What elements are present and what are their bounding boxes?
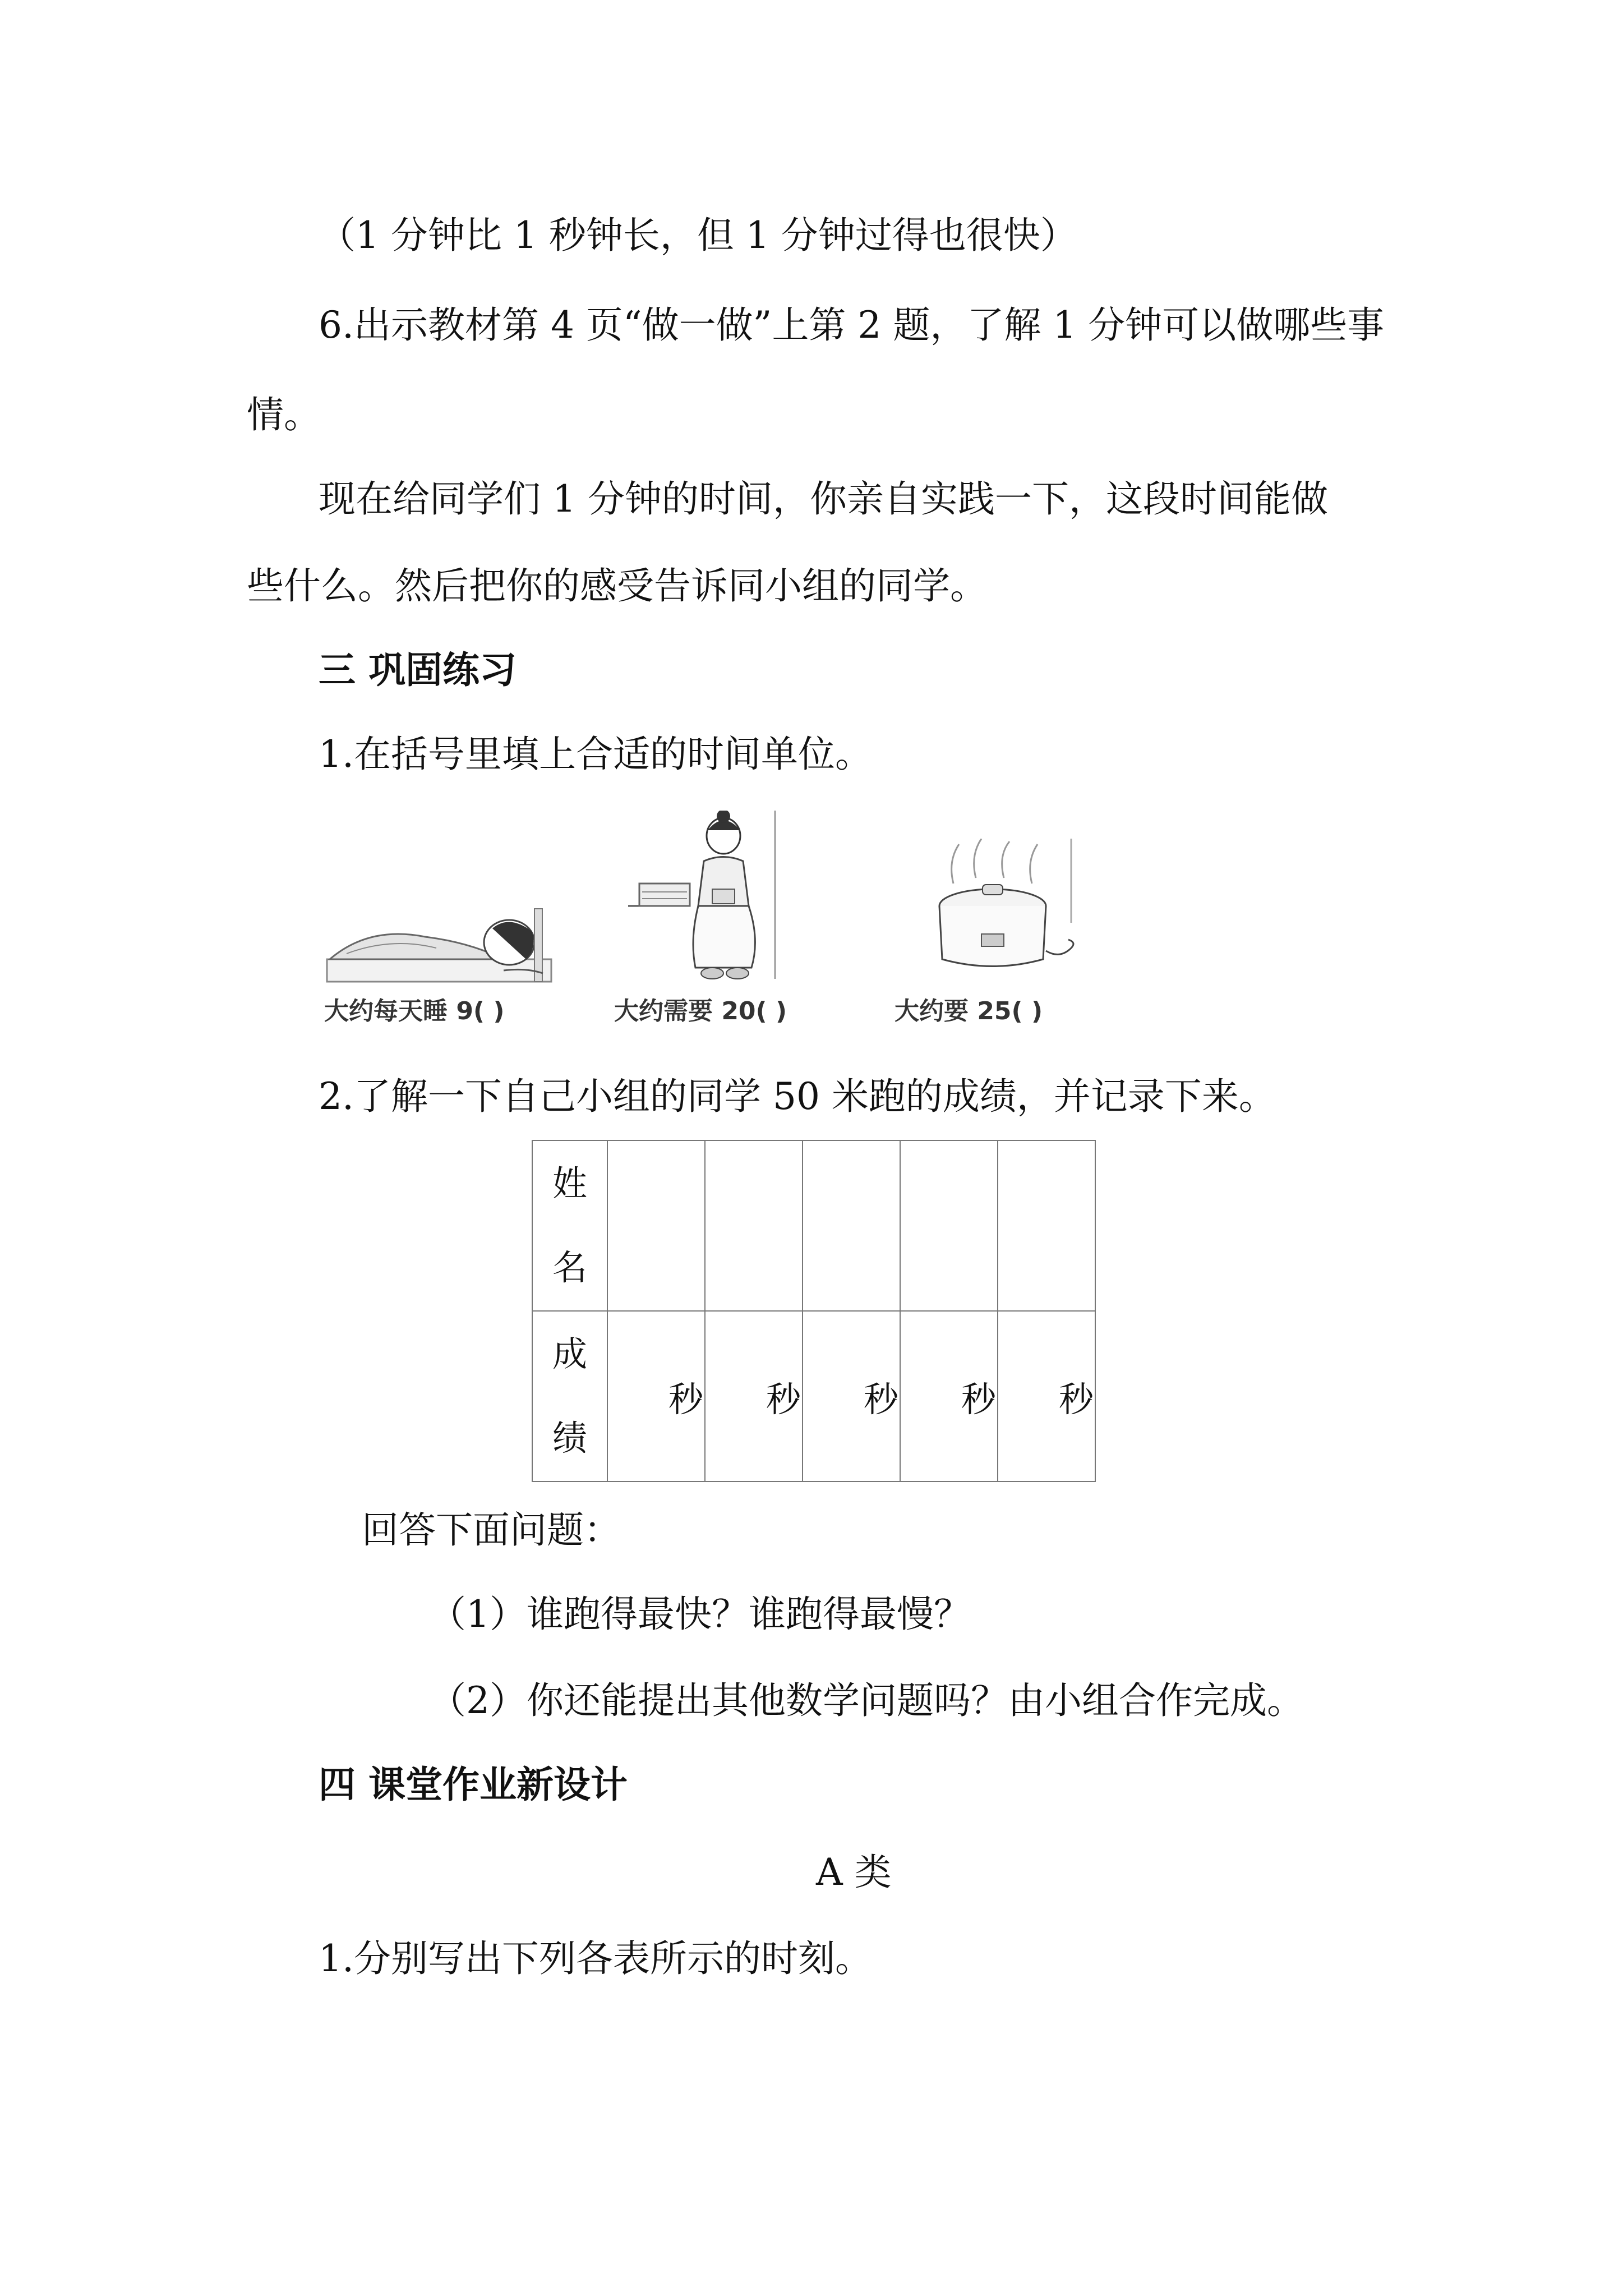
assignment-1: 1.分别写出下列各表所示的时刻。 [319,1937,872,1980]
score-cell[interactable]: 秒 [803,1311,900,1481]
name-cell[interactable] [705,1140,803,1311]
caption-fold: 大约需要 20( ) [614,997,787,1025]
header-name: 姓名 [532,1140,607,1311]
score-cell[interactable]: 秒 [900,1311,998,1481]
sleeping-child-illustration [324,875,560,987]
table-row [532,1311,1095,1481]
name-cell[interactable] [900,1140,998,1311]
line-step-6-cont: 情。 [247,393,321,436]
score-cell[interactable]: 秒 [998,1311,1095,1481]
rice-cooker-illustration [920,839,1082,984]
name-cell[interactable] [803,1140,900,1311]
section-heading-4: 四 课堂作业新设计 [319,1763,628,1806]
caption-sleep: 大约每天睡 9( ) [324,997,505,1025]
line-note: （1 分钟比 1 秒钟长，但 1 分钟过得也很快） [319,214,1077,257]
section-heading-3: 三 巩固练习 [319,648,517,692]
girl-folding-clothes-illustration [628,811,785,990]
answer-intro: 回答下面问题： [362,1508,621,1552]
sub-question-1: （1）谁跑得最快？谁跑得最慢？ [429,1593,971,1636]
name-cell[interactable] [607,1140,705,1311]
caption-cook: 大约要 25( ) [895,997,1043,1025]
name-cell[interactable] [998,1140,1095,1311]
question-1: 1.在括号里填上合适的时间单位。 [319,733,872,776]
sub-question-2: （2）你还能提出其他数学问题吗？由小组合作完成。 [429,1679,1304,1722]
question-2: 2.了解一下自己小组的同学 50 米跑的成绩，并记录下来。 [319,1075,1276,1118]
header-score: 成绩 [532,1311,607,1481]
score-cell[interactable]: 秒 [607,1311,705,1481]
table-row [532,1140,1095,1311]
category-label: A 类 [816,1851,892,1894]
line-practice: 现在给同学们 1 分钟的时间，你亲自实践一下，这段时间能做 [319,477,1328,521]
score-cell[interactable]: 秒 [705,1311,803,1481]
line-practice-cont: 些什么。然后把你的感受告诉同小组的同学。 [247,564,987,608]
running-scores-table [532,1140,1096,1482]
line-step-6: 6.出示教材第 4 页“做一做”上第 2 题，了解 1 分钟可以做哪些事 [319,303,1385,347]
